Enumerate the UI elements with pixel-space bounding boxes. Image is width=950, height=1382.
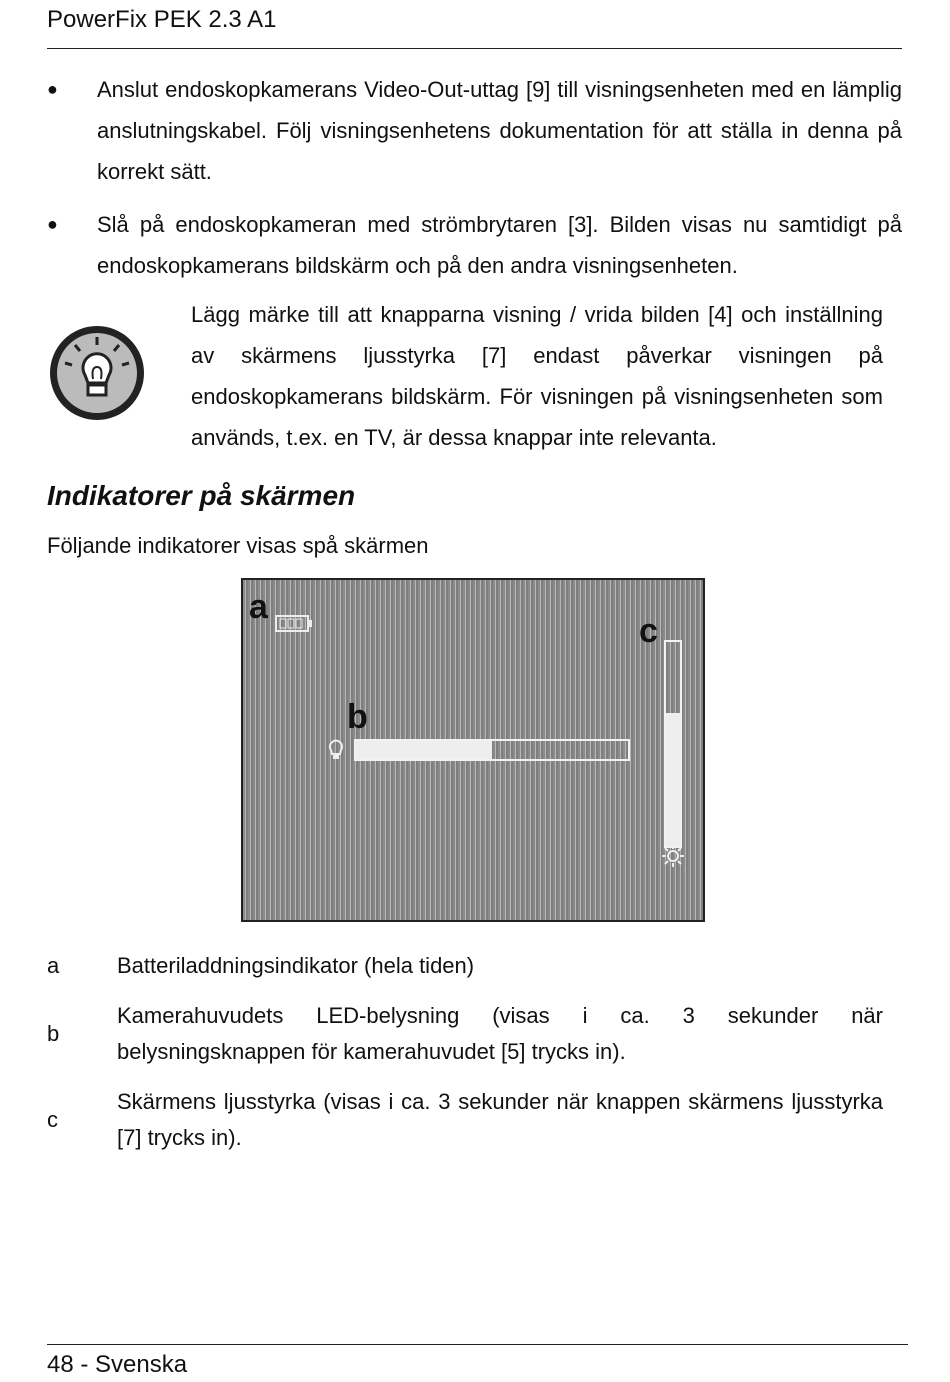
footer-rule: [47, 1344, 908, 1345]
definition-item: [47, 1084, 883, 1156]
led-level-bar: [354, 739, 630, 761]
definition-text: Skärmens ljusstyrka (visas i ca. 3 sekunder när knappen skärmens ljusstyrka [7] trycks in).: [117, 1089, 883, 1150]
bullet-text: Anslut endoskopkamerans Video-Out-uttag [9] till visningsenheten med en lämplig anslutningskabel. Följ visningsenhetens dokumentation för att ställa in denna på korrekt sätt.: [97, 77, 902, 184]
brightness-level-fill: [666, 713, 680, 846]
lightbulb-icon: [47, 323, 191, 429]
bullet-icon: ●: [47, 214, 58, 234]
bullet-item: [47, 69, 902, 192]
definition-text: Kamerahuvudets LED-belysning (visas i ca. 3 sekunder när belysningsknappen för kamerahuvudet [5] trycks in).: [117, 1003, 883, 1064]
definition-letter: c: [47, 1107, 58, 1132]
definition-letter: b: [47, 1021, 60, 1046]
sun-icon: [661, 844, 685, 868]
battery-icon: [275, 614, 315, 634]
bullet-icon: ●: [47, 79, 58, 99]
bullet-text: Slå på endoskopkameran med strömbrytaren [3]. Bilden visas nu samtidigt på endoskopkamerans bildskärm och på den andra visningsenheten.: [97, 212, 902, 278]
section-intro: Följande indikatorer visas spå skärmen: [47, 533, 429, 558]
header-rule: [47, 48, 902, 49]
page-number: 48 - Svenska: [47, 1351, 188, 1378]
definition-list: [47, 948, 883, 1156]
definition-letter: a: [47, 953, 60, 978]
definition-item: [47, 998, 883, 1070]
screen-figure: [241, 578, 705, 922]
note-block: [47, 294, 902, 458]
label-a: a: [249, 588, 268, 626]
led-level-fill: [356, 741, 492, 759]
brightness-level-bar: [664, 640, 682, 848]
page-body: [47, 48, 902, 1170]
section-heading: Indikatorer på skärmen: [47, 480, 356, 511]
definition-text: Batteriladdningsindikator (hela tiden): [117, 953, 475, 978]
definition-item: [47, 948, 883, 984]
footer: [47, 1344, 908, 1379]
led-icon: [325, 738, 347, 762]
note-text: Lägg märke till att knapparna visning / vrida bilden [4] och inställning av skärmens ljusstyrka [7] endast påverkar visningen på endoskopkamerans bildskärm. För visningen på visningsenheten som används, t.ex. en TV, är dessa knappar inte relevanta.: [191, 302, 883, 450]
label-c: c: [639, 612, 658, 650]
bullet-item: [47, 204, 902, 286]
header-title: PowerFix PEK 2.3 A1: [47, 6, 277, 33]
label-b: b: [347, 698, 368, 736]
